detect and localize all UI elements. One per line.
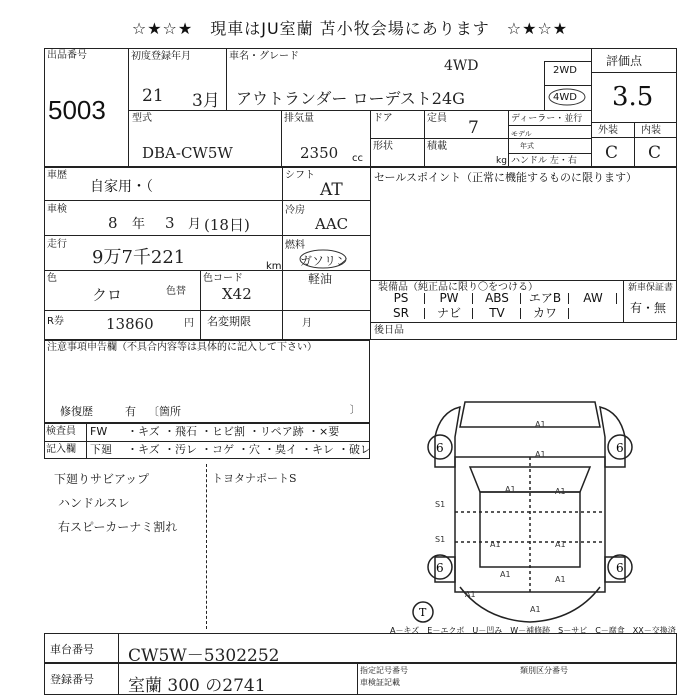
reg-number: 室蘭 300 の2741 bbox=[128, 676, 266, 696]
chassis-number: CW5W－5302252 bbox=[128, 646, 280, 666]
inspector-label: 検査員 bbox=[46, 426, 76, 437]
cooling-label: 冷房 bbox=[285, 205, 305, 216]
header-title: ☆★☆★ 現車はJU室蘭 苫小牧会場にあります ☆★☆★ bbox=[131, 19, 569, 38]
note-3: ハンドルスレ bbox=[58, 496, 130, 510]
fuel-label: 燃料 bbox=[285, 240, 305, 251]
shape-label: 形状 bbox=[373, 141, 393, 152]
displacement-label: 排気量 bbox=[284, 113, 314, 124]
note-2: トヨタナポートS bbox=[212, 472, 297, 485]
capacity-label: 定員 bbox=[427, 113, 447, 124]
rear-seat-label: 後日品 bbox=[374, 325, 404, 336]
damage-mark: A1 bbox=[465, 590, 476, 599]
load-label: 積載 bbox=[427, 141, 447, 152]
reg-no-label: 登録番号 bbox=[50, 673, 94, 686]
first-reg-label: 初度登録年月 bbox=[131, 51, 191, 62]
history-label: 車歴 bbox=[47, 170, 67, 181]
reg-year: 21 bbox=[142, 86, 164, 106]
interior-grade: C bbox=[648, 143, 662, 163]
fuel-diesel: 軽油 bbox=[308, 272, 333, 286]
kg-unit: kg bbox=[496, 156, 507, 166]
damage-mark: S1 bbox=[435, 535, 446, 544]
model-code-label: 型式 bbox=[132, 113, 152, 124]
warranty-label: 新車保証書 bbox=[628, 283, 674, 293]
inspector-item: ・ヒビ割 bbox=[201, 425, 245, 438]
inspector-item: ・穴 bbox=[238, 443, 260, 456]
equipment-item: PW bbox=[426, 293, 473, 304]
svg-text:6: 6 bbox=[436, 561, 444, 575]
lot-number: 5003 bbox=[48, 95, 106, 125]
equipment-item: ABS bbox=[474, 293, 521, 304]
inspector-item: 下廻 bbox=[90, 443, 112, 456]
damage-mark: A1 bbox=[530, 605, 541, 614]
name-change-label: 名変期限 bbox=[207, 315, 251, 328]
inspection-year: 8 bbox=[108, 214, 118, 232]
note-4: 右スピーカーナミ割れ bbox=[58, 520, 178, 534]
svg-text:6: 6 bbox=[616, 561, 624, 575]
inspector-item: ・キズ bbox=[127, 425, 160, 438]
inspector-item: FW bbox=[90, 425, 108, 438]
damage-mark: A1 bbox=[490, 540, 501, 549]
color-label: 色 bbox=[47, 273, 57, 284]
r-ticket-label: R券 bbox=[47, 316, 64, 327]
model-grade-label: 車名・グレード bbox=[229, 51, 299, 62]
evaluation-label: 評価点 bbox=[606, 54, 643, 68]
damage-mark: A1 bbox=[505, 485, 516, 494]
4wd-label: 4WD bbox=[553, 92, 577, 103]
damage-mark: A1 bbox=[500, 570, 511, 579]
damage-mark: S1 bbox=[435, 500, 446, 509]
doors-label: ドア bbox=[373, 113, 393, 124]
model-year-label-b: 年式 bbox=[520, 142, 534, 150]
mileage-label: 走行 bbox=[47, 239, 67, 250]
model-year-label-a: モデル bbox=[511, 130, 532, 138]
interior-label: 内装 bbox=[641, 125, 661, 136]
color: クロ bbox=[92, 286, 123, 304]
diagram-legend: A－キズ E－エクボ U－凹み W－補修跡 S－サビ C－腐食 XX－交換済 bbox=[390, 626, 676, 635]
equipment-item: カワ bbox=[522, 308, 569, 319]
exterior-grade: C bbox=[605, 143, 619, 163]
damage-mark: A1 bbox=[535, 420, 546, 429]
inspector-item: ・リペア跡 bbox=[249, 425, 304, 438]
repair-close: 〕 bbox=[350, 405, 360, 416]
fuel-gasoline: ガソリン bbox=[300, 254, 349, 268]
damage-mark: A1 bbox=[555, 540, 566, 549]
exterior-label: 外装 bbox=[598, 125, 618, 136]
inspection-day: (18日) bbox=[204, 216, 250, 234]
history-options: 自家用・（ bbox=[90, 179, 153, 195]
year-unit: 年 bbox=[132, 217, 146, 232]
sales-point-label: セールスポイント（正常に機能するものに限ります） bbox=[374, 171, 638, 184]
inspector-item: ・破レ bbox=[338, 443, 371, 456]
svg-text:T: T bbox=[419, 606, 427, 619]
fuel-circle bbox=[298, 249, 348, 269]
yen-unit: 円 bbox=[184, 318, 194, 329]
inspection-month: 3 bbox=[165, 214, 175, 232]
damage-mark: A1 bbox=[555, 487, 566, 496]
equipment-item: TV bbox=[474, 308, 521, 319]
cc-unit: cc bbox=[352, 153, 363, 164]
mileage: 9万7千221 bbox=[92, 247, 186, 268]
inspector-item: ・飛石 bbox=[164, 425, 197, 438]
inspection-record-label: 車検証記載 bbox=[360, 678, 400, 687]
equipment-item: エアB bbox=[522, 293, 569, 304]
repair-label: 修復歴 bbox=[60, 405, 93, 418]
notes-label: 注意事項申告欄（不具合内容等は具体的に記入して下さい） bbox=[47, 342, 317, 353]
displacement: 2350 bbox=[300, 144, 339, 162]
handle-label: ハンドル 左・右 bbox=[511, 156, 577, 166]
car-damage-diagram bbox=[405, 382, 655, 627]
cooling: AAC bbox=[315, 215, 349, 233]
damage-mark: A1 bbox=[555, 575, 566, 584]
svg-text:6: 6 bbox=[436, 441, 444, 455]
entry-label: 記入欄 bbox=[46, 444, 76, 455]
equipment-item: SR bbox=[378, 308, 425, 319]
equipment-item: PS bbox=[378, 293, 425, 304]
warranty-options: 有・無 bbox=[630, 301, 667, 315]
inspector-item: ・×要 bbox=[308, 425, 340, 438]
repair-value: 有 bbox=[125, 405, 136, 418]
shift-label: シフト bbox=[285, 170, 315, 181]
model-code: DBA-CW5W bbox=[142, 144, 233, 162]
specified-no-label: 指定記号番号 bbox=[360, 666, 408, 675]
reg-month: 3月 bbox=[192, 91, 220, 111]
equipment-item: AW bbox=[570, 293, 617, 304]
chassis-label: 車台番号 bbox=[50, 643, 94, 656]
4wd-circle bbox=[547, 87, 587, 107]
lot-no-label: 出品番号 bbox=[47, 50, 87, 61]
color-plate-label: 色替 bbox=[166, 286, 186, 297]
month-unit: 月 bbox=[188, 217, 202, 232]
recycle-fee: 13860 bbox=[106, 315, 154, 333]
color-code-label: 色コード bbox=[203, 273, 243, 284]
capacity: 7 bbox=[468, 118, 479, 138]
grade-value: 3.5 bbox=[612, 82, 654, 112]
note-1: 下廻りサビアップ bbox=[54, 472, 150, 486]
color-code: X42 bbox=[222, 285, 252, 303]
km-unit: km bbox=[266, 261, 282, 272]
inspector-item: ・キズ bbox=[127, 443, 160, 456]
dealer-label: ディーラー・並行 bbox=[511, 114, 583, 124]
equipment-item: ナビ bbox=[426, 308, 473, 319]
repair-location: 〔箇所 bbox=[148, 405, 181, 418]
drive-note: 4WD bbox=[444, 58, 479, 74]
inspector-item: ・コゲ bbox=[201, 443, 234, 456]
equipment-label: 装備品（純正品に限り〇をつける） bbox=[378, 282, 538, 293]
inspector-item: ・臭イ bbox=[264, 443, 297, 456]
inspector-item: ・キレ bbox=[301, 443, 334, 456]
svg-text:6: 6 bbox=[616, 441, 624, 455]
inspector-item: ・汚レ bbox=[164, 443, 197, 456]
name-change-month: 月 bbox=[302, 318, 312, 329]
shift: AT bbox=[320, 180, 343, 200]
2wd-label: 2WD bbox=[553, 65, 577, 76]
category-no-label: 類別区分番号 bbox=[520, 666, 568, 675]
car-name: アウトランダー ローデスト24G bbox=[236, 89, 465, 108]
damage-mark: A1 bbox=[535, 450, 546, 459]
inspection-label: 車検 bbox=[47, 204, 67, 215]
